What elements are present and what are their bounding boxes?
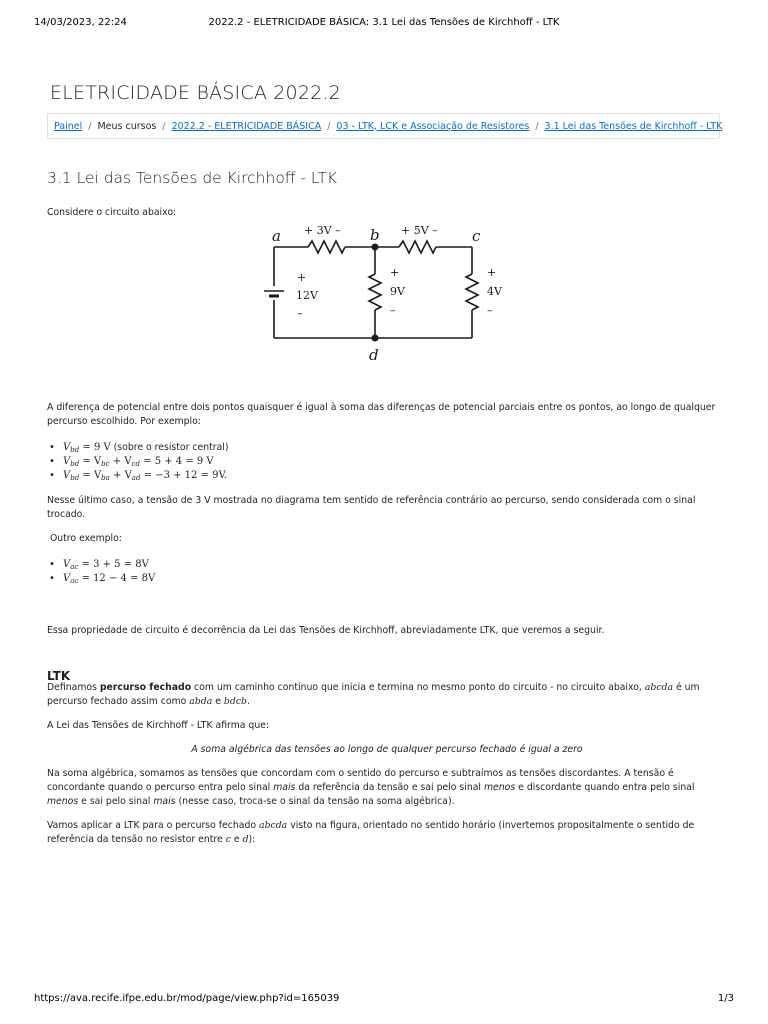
paragraph-ltk-states: A Lei das Tensões de Kirchhoff - LTK afirma que: (47, 720, 270, 731)
print-page-number: 1/3 (717, 993, 734, 1004)
resistor-ab (308, 241, 345, 253)
resistor-bd (369, 274, 381, 310)
resistor-cd (466, 274, 478, 310)
breadcrumb (47, 113, 723, 139)
node-c-label: c (472, 227, 481, 245)
intro-text (47, 206, 727, 220)
node-a-label: a (272, 227, 281, 245)
page-title: 3.1 Lei das Tensões de Kirchhoff - LTK (47, 169, 338, 188)
breadcrumb-item-painel[interactable]: Painel (54, 120, 83, 132)
print-url: https://ava.recife.ifpe.edu.br/mod/page/view.php?id=165039 (34, 993, 340, 1004)
section-heading-ltk: LTK (47, 668, 71, 683)
paragraph-apply-ltk: Vamos aplicar a LTK para o percurso fechado abcda visto na figura, orientado no sentido horário (invertemos propositalmente o sentido de referência da tensão no resistor entre c e d): (47, 820, 695, 845)
breadcrumb-item-meus-cursos: Meus cursos (97, 120, 157, 132)
breadcrumb-separator: / (162, 120, 166, 132)
section-ltk (47, 681, 727, 847)
paragraph-potential: A diferença de potencial entre dois pontos quaisquer é igual à soma das diferenças de potencial parciais entre os pontos, ao longo de qualquer percurso escolhido. Por exemplo: (47, 402, 716, 427)
breadcrumb-separator: / (535, 120, 539, 132)
example-list-1 (47, 441, 727, 483)
node-b-dot (372, 244, 379, 251)
resistor-ab-voltage: + 3V – (304, 224, 341, 237)
list-item: • $V_{bd} = V_{ba} + V_{ad} = -3 + 12 = 9V$. (47, 469, 727, 483)
intro-paragraph: Considere o circuito abaixo: (47, 207, 177, 218)
resistor-cd-plus: + (487, 266, 497, 279)
resistor-bd-minus: – (390, 304, 396, 317)
node-d-label: d (369, 346, 379, 364)
source-plus: + (297, 271, 307, 284)
resistor-cd-value: 4V (487, 285, 502, 298)
resistor-bc-voltage: + 5V – (401, 224, 438, 237)
section-potential (47, 401, 727, 638)
paragraph-other-example: Outro exemplo: (47, 533, 122, 544)
resistor-bd-plus: + (390, 266, 400, 279)
node-d-dot (372, 335, 379, 342)
print-header (0, 17, 768, 31)
source-value: 12V (296, 289, 318, 302)
paragraph-sign-note: Nesse último caso, a tensão de 3 V mostrada no diagrama tem sentido de referência contrário ao percurso, sendo considerada com o sinal trocado. (47, 495, 696, 520)
paragraph-property: Essa propriedade de circuito é decorrência da Lei das Tensões de Kirchhoff, abreviadamente LTK, que veremos a seguir. (47, 625, 605, 636)
paragraph-closed-path: Definamos percurso fechado com um caminho contínuo que inicia e termina no mesmo ponto do circuito - no circuito abaixo, abcda é um percurso fechado assim como abda e bdcb. (47, 682, 700, 707)
source-minus: – (297, 307, 303, 320)
breadcrumb-item-page[interactable]: 3.1 Lei das Tensões de Kirchhoff - LTK (544, 120, 723, 132)
breadcrumb-separator: / (327, 120, 331, 132)
circuit-diagram (264, 224, 514, 364)
breadcrumb-item-section[interactable]: 03 - LTK, LCK e Associação de Resistores (336, 120, 530, 132)
paragraph-algebraic-sum: Na soma algébrica, somamos as tensões que concordam com o sentido do percurso e subtraímos as tensões discordantes. A tensão é concordante quando o percurso entra pelo sinal mais da referência da tensão e sai pelo sinal menos e discordante quando entra pelo sinal menos e sai pelo sinal mais (nesse caso, troca-se o sinal da tensão na soma algébrica). (47, 768, 695, 807)
breadcrumb-item-course[interactable]: 2022.2 - ELETRICIDADE BÁSICA (171, 120, 322, 132)
print-title: 2022.2 - ELETRICIDADE BÁSICA: 3.1 Lei das Tensões de Kirchhoff - LTK (208, 17, 560, 28)
print-date: 14/03/2023, 22:24 (34, 17, 127, 28)
example-list-2 (47, 558, 727, 586)
resistor-cd-minus: – (487, 304, 493, 317)
list-item: • $V_{ac} = 3 + 5 = 8V$ (47, 558, 727, 572)
resistor-bc (399, 241, 436, 253)
list-item: • $V_{bd} = 9$ V (sobre o resistor central) (47, 441, 727, 455)
node-b-label: b (370, 226, 380, 244)
breadcrumb-separator: / (88, 120, 92, 132)
resistor-bd-value: 9V (390, 285, 405, 298)
list-item: • $V_{bd} = V_{bc} + V_{cd} = 5 + 4 = 9$ V (47, 455, 727, 469)
ltk-statement: A soma algébrica das tensões ao longo de qualquer percurso fechado é igual a zero (191, 744, 583, 755)
list-item: • $V_{ac} = 12 - 4 = 8V$ (47, 572, 727, 586)
course-title: ELETRICIDADE BÁSICA 2022.2 (50, 82, 341, 104)
